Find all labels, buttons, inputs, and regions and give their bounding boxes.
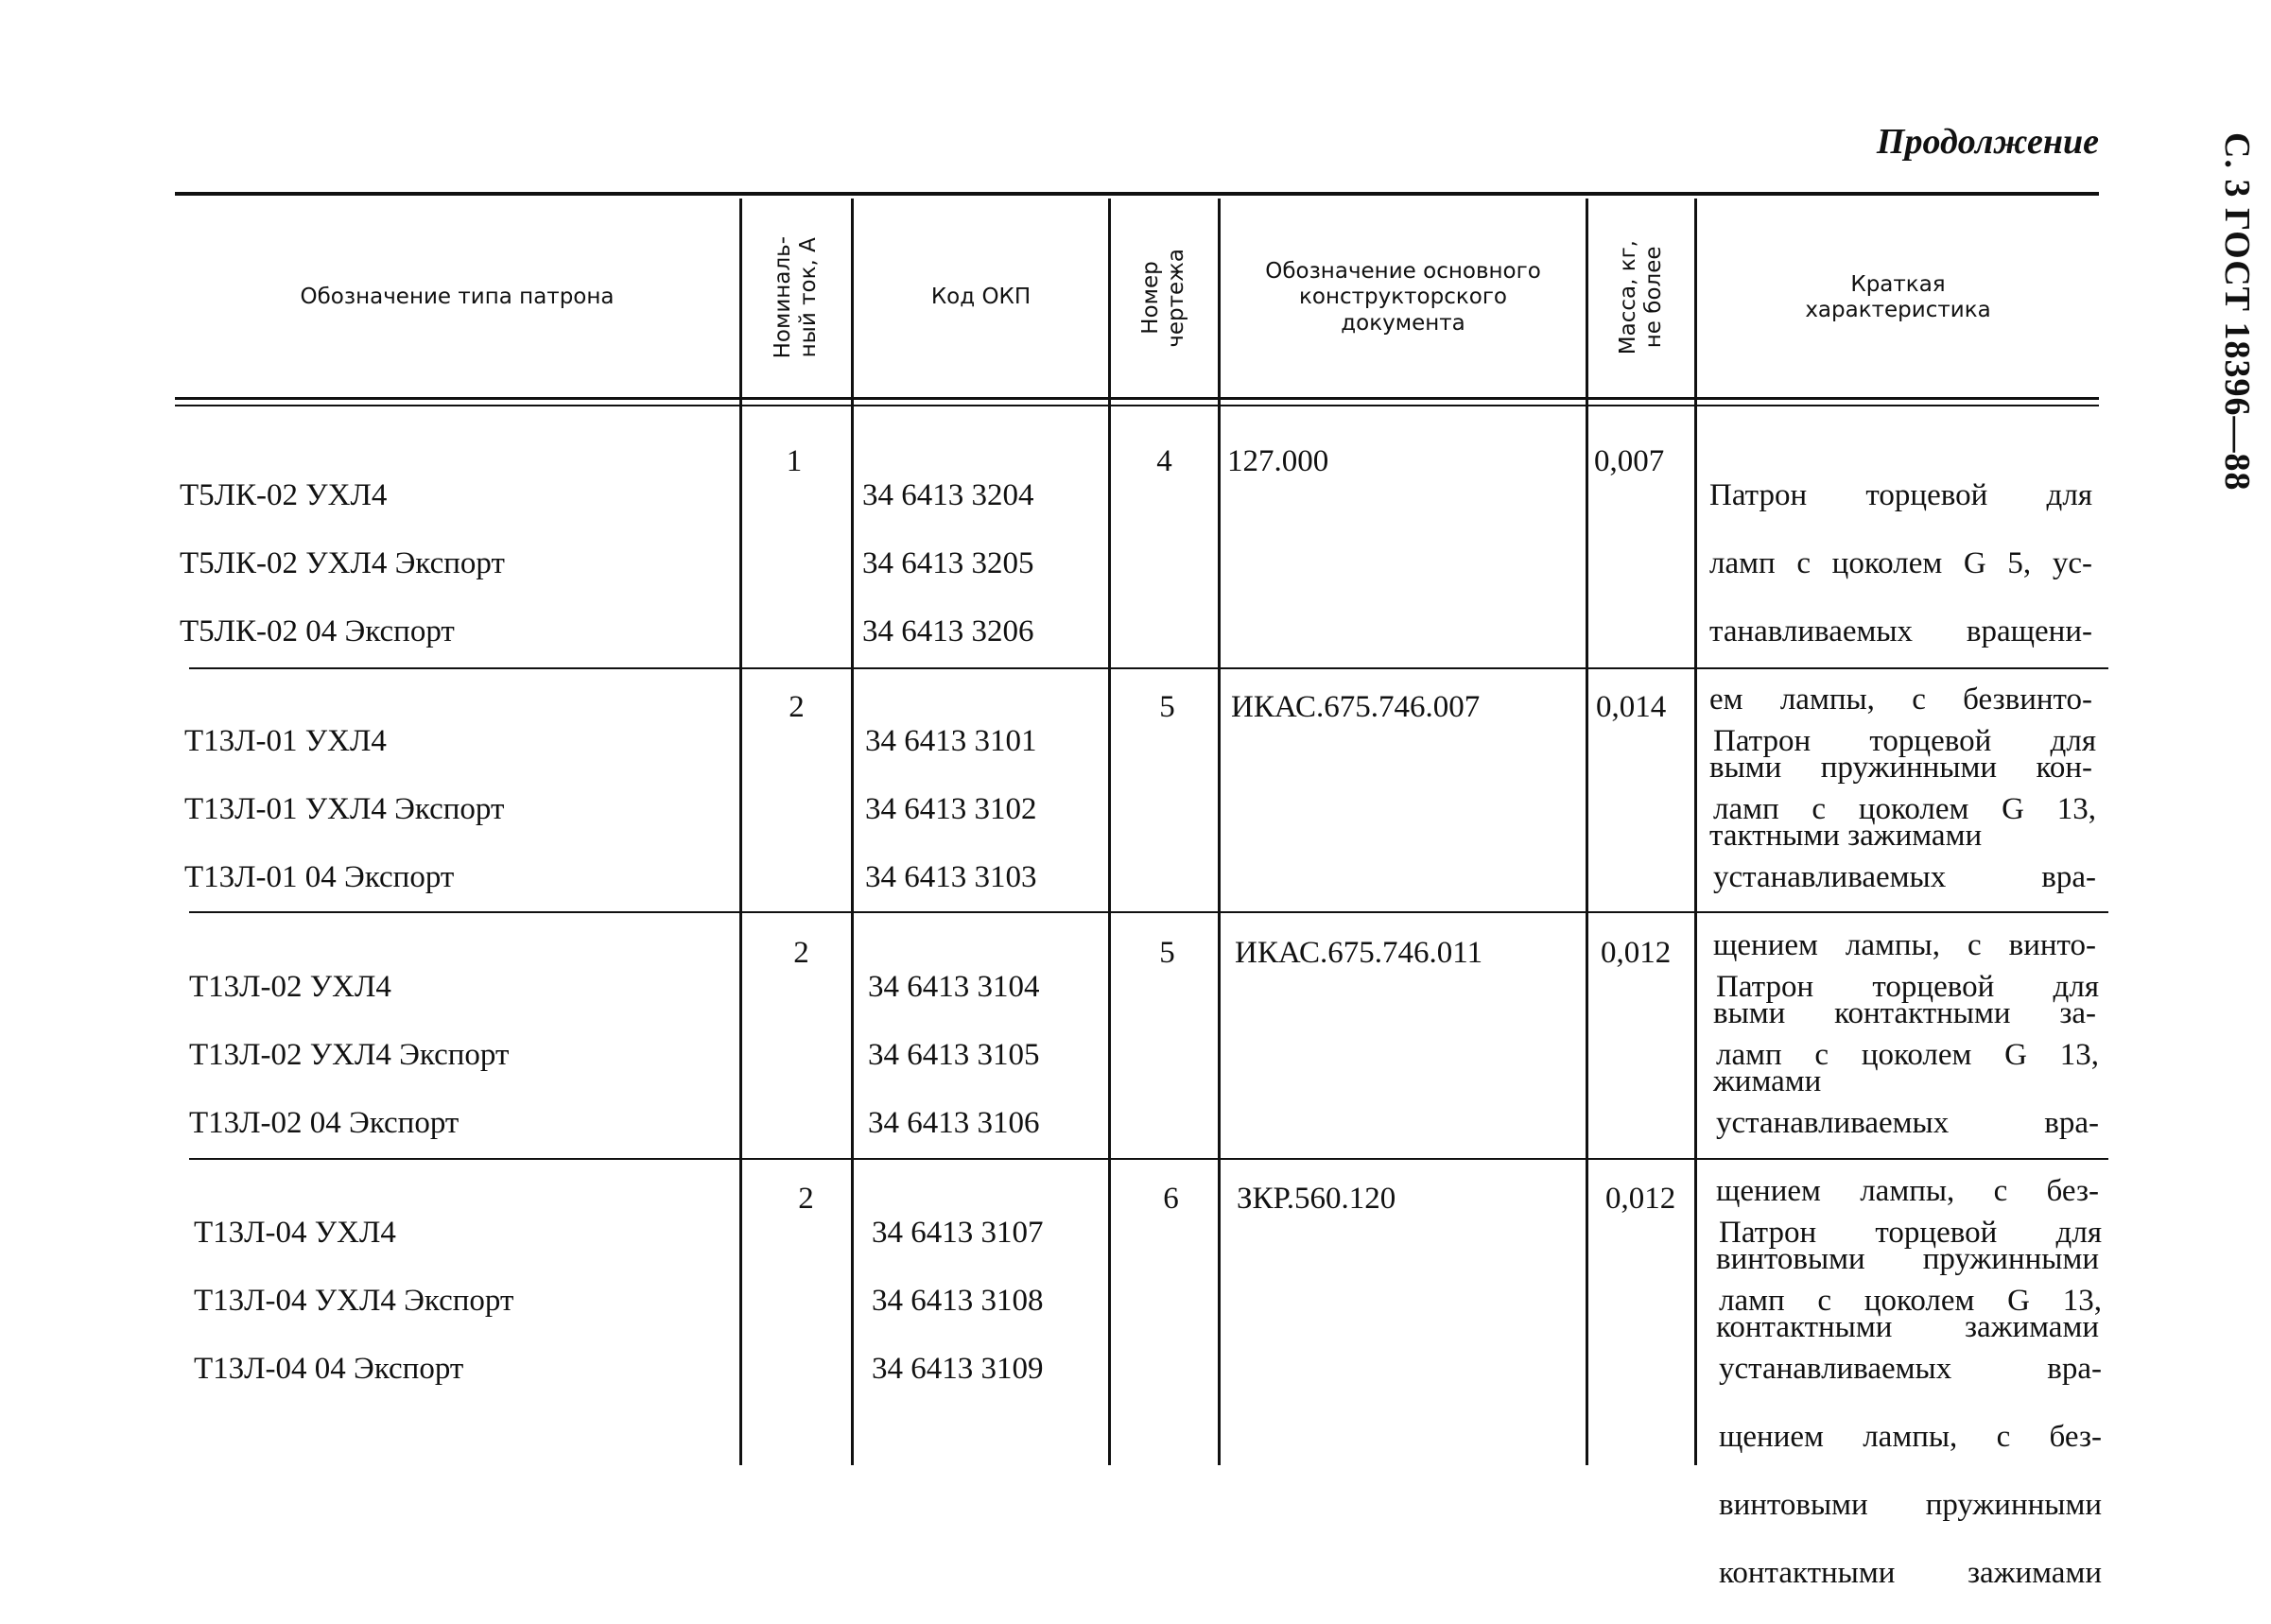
description-cell [1719,1182,2102,1624]
okp-line: 34 6413 3103 [865,860,1037,894]
drawing-cell: 5 [1159,690,1175,724]
description-line: контактными зажимами [1716,1310,2099,1344]
type-line: Т13Л-01 04 Экспорт [184,860,455,894]
header-bottom-rule-2 [175,405,2099,406]
okp-line: 34 6413 3104 [868,970,1040,1004]
mass-cell: 0,014 [1596,690,1667,724]
description-line: жимами [1713,1064,1822,1098]
current-cell: 2 [789,690,805,724]
description-line: тактными зажимами [1709,819,1983,853]
okp-line: 34 6413 3206 [862,614,1034,648]
description-line: Патрон торцевой для [1713,724,2096,758]
header-drawing: Номер чертежа [1138,248,1189,348]
description-line: выми пружинными кон- [1709,751,2092,785]
type-cell [184,690,733,928]
document-cell: ИКАС.675.746.011 [1235,936,1483,970]
description-line: Патрон торцевой для [1716,970,2099,1004]
current-cell: 2 [793,936,809,970]
header-description: Краткая характеристика [1805,271,1991,322]
type-line: Т13Л-02 04 Экспорт [189,1106,459,1140]
type-line: Т13Л-02 УХЛ4 [189,970,391,1004]
document-cell: ИКАС.675.746.007 [1231,690,1481,724]
header-current: Номиналь- ный ток, А [771,236,822,359]
header-okp: Код ОКП [930,285,1031,310]
document-cell: 127.000 [1227,444,1329,478]
description-line: устанавливаемых вра- [1716,1106,2099,1140]
description-line: контактными зажимами [1719,1556,2102,1590]
header-type: Обозначение типа патрона [300,285,615,310]
mass-cell: 0,007 [1594,444,1665,478]
header-bottom-rule [175,397,2099,400]
description-line: ламп с цоколем G 13, [1713,792,2096,826]
okp-line: 34 6413 3106 [868,1106,1040,1140]
okp-line: 34 6413 3108 [872,1284,1044,1318]
description-line: щением лампы, с без- [1716,1174,2099,1208]
type-line: Т13Л-04 04 Экспорт [194,1352,464,1386]
mass-cell: 0,012 [1605,1182,1676,1216]
okp-line: 34 6413 3107 [872,1216,1044,1250]
description-line: Патрон торцевой для [1719,1216,2102,1250]
description-line: устанавливаемых вра- [1719,1352,2102,1386]
type-line: Т13Л-01 УХЛ4 Экспорт [184,792,505,826]
description-line: винтовыми пружинными [1719,1488,2102,1522]
document-cell: ЗКР.560.120 [1237,1182,1396,1216]
current-cell: 1 [786,444,803,478]
description-line: выми контактными за- [1713,996,2096,1030]
type-line: Т13Л-04 УХЛ4 Экспорт [194,1284,514,1318]
type-line: Т5ЛК-02 УХЛ4 [180,478,388,512]
description-line: винтовыми пружинными [1716,1242,2099,1276]
description-line: щением лампы, с без- [1719,1420,2102,1454]
description-line: ем лампы, с безвинто- [1709,682,2092,717]
description-line: ламп с цоколем G 13, [1719,1284,2102,1318]
okp-cell [865,690,1106,928]
continuation-label: Продолжение [1876,122,2099,162]
okp-cell [872,1182,1113,1420]
description-line: ламп с цоколем G 5, ус- [1709,546,2092,580]
type-line: Т5ЛК-02 УХЛ4 Экспорт [180,546,505,580]
type-line: Т5ЛК-02 04 Экспорт [180,614,455,648]
description-line: танавливаемых вращени- [1709,614,2092,648]
description-line: щением лампы, с винто- [1713,928,2096,962]
okp-line: 34 6413 3204 [862,478,1034,512]
okp-line: 34 6413 3105 [868,1038,1040,1072]
drawing-cell: 5 [1159,936,1175,970]
drawing-cell: 4 [1156,444,1172,478]
current-cell: 2 [798,1182,814,1216]
okp-line: 34 6413 3205 [862,546,1034,580]
type-cell [189,936,737,1174]
table-top-rule [175,192,2099,196]
drawing-cell: 6 [1163,1182,1179,1216]
header-mass: Масса, кг, не более [1615,240,1666,355]
description-line: устанавливаемых вра- [1713,860,2096,894]
side-page-header: С. 3 ГОСТ 18396—88 [2217,132,2257,492]
description-line: ламп с цоколем G 13, [1716,1038,2099,1072]
description-line: Патрон торцевой для [1709,478,2092,512]
type-cell [180,444,728,682]
type-line: Т13Л-04 УХЛ4 [194,1216,396,1250]
header-document: Обозначение основного конструкторского документа [1265,259,1541,336]
okp-line: 34 6413 3101 [865,724,1037,758]
okp-line: 34 6413 3102 [865,792,1037,826]
type-line: Т13Л-02 УХЛ4 Экспорт [189,1038,510,1072]
mass-cell: 0,012 [1601,936,1672,970]
okp-cell [862,444,1103,682]
type-line: Т13Л-01 УХЛ4 [184,724,387,758]
okp-cell [868,936,1109,1174]
type-cell [194,1182,742,1420]
okp-line: 34 6413 3109 [872,1352,1044,1386]
